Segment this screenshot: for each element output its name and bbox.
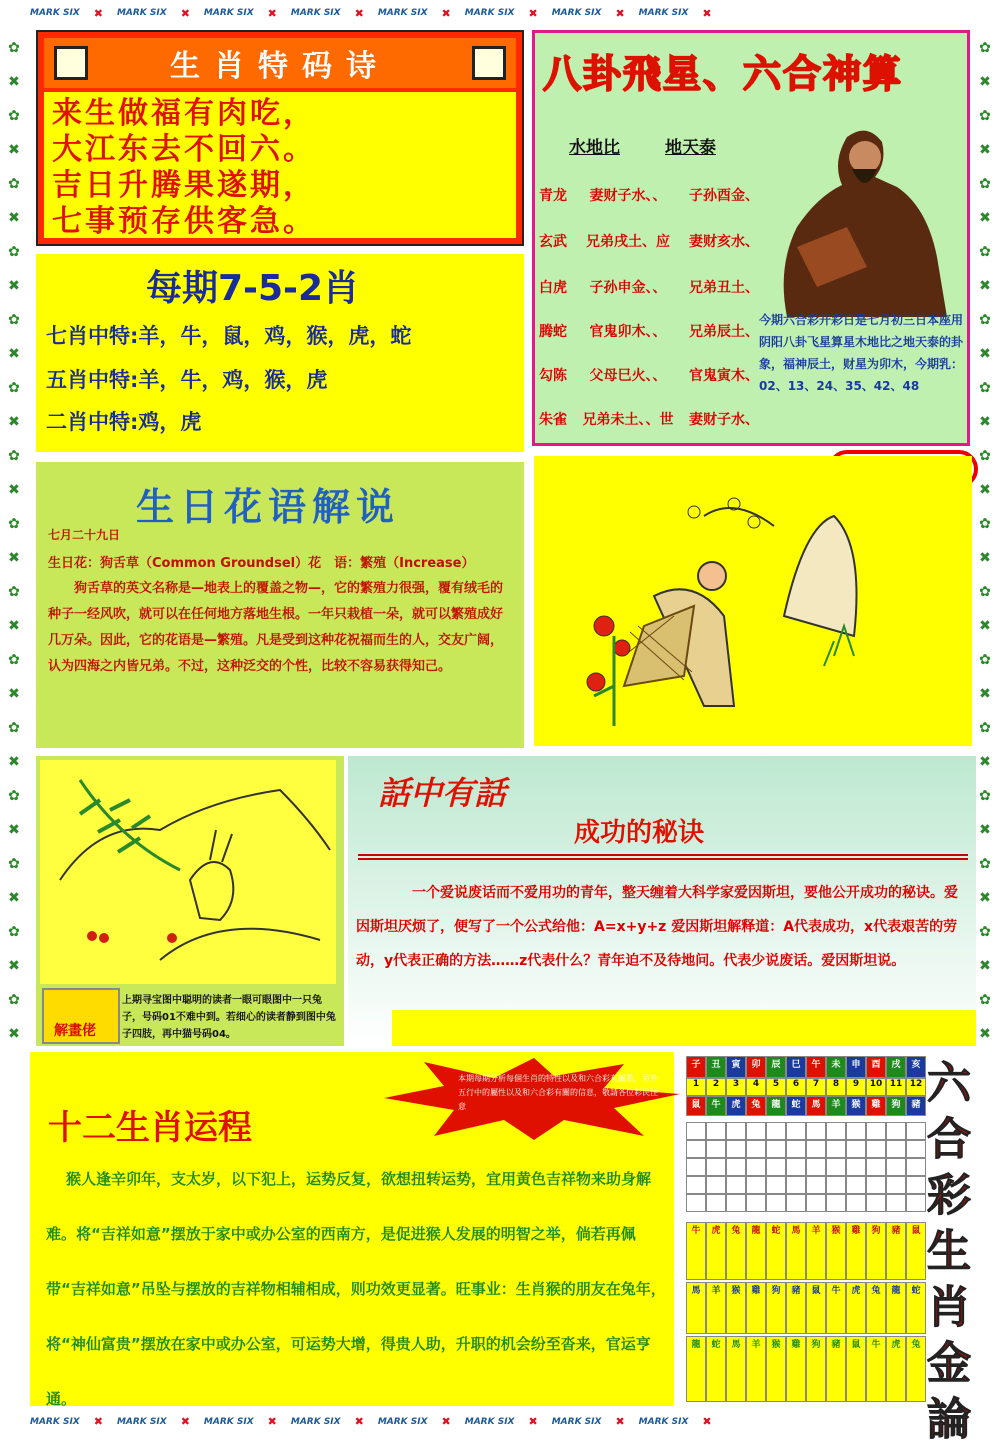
grid-cell: 鼠 <box>846 1336 866 1402</box>
grid-cell <box>826 1176 846 1194</box>
grid-cell: 馬 <box>686 1282 706 1334</box>
grid-cell <box>906 1122 926 1140</box>
grid-cell: 豬 <box>826 1336 846 1402</box>
grid-cell <box>706 1176 726 1194</box>
grid-cell: 亥 <box>906 1056 926 1078</box>
puzzle-caption: 上期寻宝图中聪明的读者一眼可眼图中一只兔子，号码01不难中到。若细心的读者静到图中兔子四肢，再中猫号码04。 <box>122 995 336 1040</box>
grid-cell <box>726 1194 746 1212</box>
grid-cell <box>746 1122 766 1140</box>
flower-text: 狗舌草的英文名称是—地表上的覆盖之物—，它的繁殖力很强，覆有绒毛的种子一经风吹，就可以在任何地方落地生根。一年只栽植一朵，就可以繁殖成好几万朵。因此，它的花语是—繁殖。凡是受到这种花祝福而生的人，交友广阔，认为四海之内皆兄弟。不过，这种泛交的个性，比较不容易获得知己。 <box>48 581 504 674</box>
poem-line: 吉日升腾果遂期， <box>52 168 316 203</box>
solver-label: 解畫佬 <box>54 1023 96 1039</box>
grid-cell: 蛇 <box>786 1096 806 1116</box>
zodiac-poem-panel <box>36 30 524 246</box>
grid-cell <box>686 1140 706 1158</box>
grid-cell: 狗 <box>886 1096 906 1116</box>
frame-icon <box>472 46 506 80</box>
grid-cell <box>846 1176 866 1194</box>
grid-cell: 龍 <box>686 1336 706 1402</box>
grid-cell: 寅 <box>726 1056 746 1078</box>
grid-cell <box>846 1140 866 1158</box>
grid-cell: 午 <box>806 1056 826 1078</box>
grid-cell: 5 <box>766 1078 786 1096</box>
grid-cell <box>786 1122 806 1140</box>
grid-cell: 3 <box>726 1078 746 1096</box>
zodiac-picks-panel <box>36 254 524 452</box>
grid-cell: 猴 <box>726 1282 746 1334</box>
poem-header <box>44 38 516 88</box>
yao-row: 腾蛇 官鬼卯木、、 兄弟辰土、 <box>539 324 759 340</box>
grid-cell: 猴 <box>846 1096 866 1116</box>
sage-portrait-image <box>757 117 957 317</box>
yao-row: 勾陈 父母巳火、、 官鬼寅木、 <box>539 368 759 384</box>
flower-date: 七月二十九日 <box>48 528 121 542</box>
grid-cell: 9 <box>846 1078 866 1096</box>
zodiac-table-panel <box>682 1052 972 1445</box>
grid-cell <box>746 1158 766 1176</box>
solver-badge <box>42 988 120 1044</box>
grid-cell <box>706 1140 726 1158</box>
grid-cell <box>746 1176 766 1194</box>
grid-cell <box>766 1158 786 1176</box>
grid-cell <box>806 1140 826 1158</box>
grid-cell: 鼠 <box>806 1282 826 1334</box>
grid-cell <box>786 1158 806 1176</box>
grid-cell: 兔 <box>906 1336 926 1402</box>
grid-cell <box>826 1158 846 1176</box>
grid-cell: 11 <box>886 1078 906 1096</box>
grid-cell: 巳 <box>786 1056 806 1078</box>
grid-cell: 2 <box>706 1078 726 1096</box>
grid-cell: 雞 <box>866 1096 886 1116</box>
yao-row: 玄武 兄弟戌土、应 妻财亥水、 <box>539 234 759 250</box>
grid-cell: 兔 <box>746 1096 766 1116</box>
grid-cell: 卯 <box>746 1056 766 1078</box>
grid-cell: 蛇 <box>766 1222 786 1280</box>
top-brand-border <box>0 0 998 26</box>
grid-cell: 羊 <box>806 1222 826 1280</box>
grid-cell: 羊 <box>826 1096 846 1116</box>
grid-cell <box>786 1194 806 1212</box>
grid-cell: 蛇 <box>706 1336 726 1402</box>
grid-cell: 子 <box>686 1056 706 1078</box>
grid-cell: 酉 <box>866 1056 886 1078</box>
divider <box>358 854 968 862</box>
grid-cell: 12 <box>906 1078 926 1096</box>
flower-title: 生日花语解说 <box>136 484 401 529</box>
yao-row: 青龙 妻财子水、、 子孙酉金、 <box>539 188 759 204</box>
bagua-title: 八卦飛星、六合神算 <box>543 52 904 96</box>
grid-cell: 申 <box>846 1056 866 1078</box>
grid-cell: 羊 <box>706 1282 726 1334</box>
grid-cell <box>686 1176 706 1194</box>
grid-cell: 兔 <box>726 1222 746 1280</box>
grid-cell: 狗 <box>766 1282 786 1334</box>
bagua-note: 今期六合彩开彩日是七月初三日本座用阴阳八卦飞星算星木地比之地天泰的卦象，福神辰土，财星为卯木，今期乳：02、13、24、35、42、48 <box>759 313 964 393</box>
grid-cell: 辰 <box>766 1056 786 1078</box>
grid-cell: 虎 <box>846 1282 866 1334</box>
starburst-text: 本期每期分析每個生肖的特性以及和六合彩有關系，另外五行中的屬性以及和六合彩有關的信息，敬請各位彩民注意 <box>458 1074 658 1111</box>
grid-cell <box>866 1140 886 1158</box>
brand-strip-top: MARK SIX ✖ MARK SIX ✖ MARK SIX ✖ MARK SIX ✖ MARK SIX ✖ MARK SIX ✖ MARK SIX ✖ MARK SIX ✖ <box>30 6 712 20</box>
vertical-title: 六 合 彩 生 肖 金 論 <box>927 1058 971 1445</box>
grid-cell: 羊 <box>746 1336 766 1402</box>
grid-cell <box>886 1140 906 1158</box>
grid-cell <box>726 1176 746 1194</box>
grid-cell <box>846 1122 866 1140</box>
grid-cell <box>886 1194 906 1212</box>
bagua-panel <box>532 30 970 446</box>
grid-cell <box>806 1194 826 1212</box>
secret-heading: 話中有話 <box>378 774 507 812</box>
grid-cell: 狗 <box>866 1222 886 1280</box>
grid-cell: 牛 <box>866 1336 886 1402</box>
grid-cell: 牛 <box>706 1096 726 1116</box>
grid-cell: 猴 <box>766 1336 786 1402</box>
grid-cell <box>866 1194 886 1212</box>
grid-cell: 豬 <box>786 1282 806 1334</box>
grid-cell <box>846 1158 866 1176</box>
grid-cell: 龍 <box>886 1282 906 1334</box>
grid-cell <box>866 1176 886 1194</box>
grid-cell: 雞 <box>786 1336 806 1402</box>
five-picks: 五肖中特:羊，牛，鸡，猴，虎 <box>46 368 328 392</box>
fortune-title: 十二生肖运程 <box>48 1108 252 1148</box>
grid-cell: 鼠 <box>686 1096 706 1116</box>
grid-cell: 丑 <box>706 1056 726 1078</box>
rabbit-puzzle-picture <box>40 760 336 984</box>
rabbit-puzzle-panel <box>36 756 344 1046</box>
grid-cell: 馬 <box>786 1222 806 1280</box>
grid-cell <box>906 1158 926 1176</box>
fortune-text: 猴人逢辛卯年，支太岁，以下犯上，运势反复，欲想扭转运势，宜用黄色吉祥物来助身解难。将“吉祥如意”摆放于家中或办公室的西南方，是促进猴人发展的明智之举，倘若再佩带“吉祥如意”吊坠与摆放的吉祥物相辅相成，则功效更显著。旺事业：生肖猴的朋友在兔年，将“神仙富贵”摆放在家中或办公室，可运势大增，得贵人助，升职的机会纷至沓来，官运亨通。 <box>46 1170 666 1408</box>
grid-cell: 牛 <box>686 1222 706 1280</box>
poem-body <box>44 92 516 238</box>
grid-cell: 兔 <box>866 1282 886 1334</box>
grid-cell <box>726 1140 746 1158</box>
zodiac-fortune-panel <box>30 1052 674 1406</box>
grid-cell: 豬 <box>906 1096 926 1116</box>
grid-cell <box>786 1140 806 1158</box>
grid-cell: 狗 <box>806 1336 826 1402</box>
grid-cell: 蛇 <box>906 1282 926 1334</box>
yellow-band <box>392 1010 976 1046</box>
right-border: ✿ ✖ ✿ ✖ ✿ ✖ ✿ ✖ ✿ ✖ ✿ ✖ ✿ ✖ ✿ ✖ ✿ ✖ ✿ ✖ ✿ ✖ ✿ ✖ ✿ ✖ ✿ ✖ ✿ ✖ <box>972 0 998 1433</box>
two-picks: 二肖中特:鸡，虎 <box>46 410 202 434</box>
secret-subtitle: 成功的秘诀 <box>574 818 705 848</box>
puzzle-picture-image <box>534 456 972 746</box>
grid-cell <box>766 1122 786 1140</box>
poem-line: 大江东去不回六。 <box>52 132 316 167</box>
birthday-flower-panel <box>36 462 524 748</box>
seven-picks: 七肖中特:羊，牛，鼠，鸡，猴，虎，蛇 <box>46 324 412 348</box>
grid-cell: 雞 <box>746 1282 766 1334</box>
grid-cell <box>806 1176 826 1194</box>
grid-cell <box>806 1158 826 1176</box>
grid-cell: 虎 <box>706 1222 726 1280</box>
grid-cell: 馬 <box>806 1096 826 1116</box>
grid-cell <box>706 1158 726 1176</box>
grid-cell: 虎 <box>886 1336 906 1402</box>
net-catcher-illustration <box>534 456 972 746</box>
left-border: ✿ ✖ ✿ ✖ ✿ ✖ ✿ ✖ ✿ ✖ ✿ ✖ ✿ ✖ ✿ ✖ ✿ ✖ ✿ ✖ ✿ ✖ ✿ ✖ ✿ ✖ ✿ ✖ ✿ ✖ <box>0 0 28 1433</box>
grid-cell: 豬 <box>886 1222 906 1280</box>
secret-text: 一个爱说废话而不爱用功的青年，整天缠着大科学家爱因斯坦，要他公开成功的秘诀。爱因斯坦厌烦了，便写了一个公式给他：A=x+y+z 爱因斯坦解释道：A代表成功，x代表艰苦的劳动，y代表正确的方法……z代表什么？青年迫不及待地问。代表少说废话。爱因斯坦说。 <box>356 885 958 969</box>
poem-line: 七事预存供客急。 <box>52 204 316 239</box>
grid-cell <box>806 1122 826 1140</box>
grid-cell: 10 <box>866 1078 886 1096</box>
grid-cell <box>766 1140 786 1158</box>
grid-cell: 4 <box>746 1078 766 1096</box>
grid-cell <box>726 1122 746 1140</box>
grid-cell: 未 <box>826 1056 846 1078</box>
grid-cell <box>686 1194 706 1212</box>
grid-cell <box>746 1194 766 1212</box>
flower-subtitle: 生日花：狗舌草（Common Groundsel）花 语：繁殖（Increase） <box>48 556 475 571</box>
grid-cell <box>786 1176 806 1194</box>
grid-cell: 7 <box>806 1078 826 1096</box>
grid-cell <box>866 1122 886 1140</box>
grid-cell: 虎 <box>726 1096 746 1116</box>
grid-cell: 戌 <box>886 1056 906 1078</box>
grid-cell: 6 <box>786 1078 806 1096</box>
gua-right: 地天泰 <box>665 138 716 158</box>
grid-cell: 1 <box>686 1078 706 1096</box>
yao-row: 朱雀 兄弟未土、、世 妻财子水、 <box>539 412 759 428</box>
grid-cell <box>726 1158 746 1176</box>
grid-cell: 鼠 <box>906 1222 926 1280</box>
grid-cell <box>906 1176 926 1194</box>
poem-title: 生肖特码诗 <box>170 49 390 84</box>
grid-cell <box>826 1122 846 1140</box>
grid-cell <box>746 1140 766 1158</box>
yao-row: 白虎 子孙申金、、 兄弟丑土、 <box>539 280 759 296</box>
grid-cell <box>766 1194 786 1212</box>
grid-cell <box>766 1176 786 1194</box>
success-secret-panel <box>348 756 976 1046</box>
grid-cell <box>866 1158 886 1176</box>
grid-cell: 猴 <box>826 1222 846 1280</box>
brand-strip-bottom: MARK SIX ✖ MARK SIX ✖ MARK SIX ✖ MARK SIX ✖ MARK SIX ✖ MARK SIX ✖ MARK SIX ✖ MARK SIX ✖ <box>30 1415 712 1428</box>
grid-cell: 8 <box>826 1078 846 1096</box>
frame-icon <box>54 46 88 80</box>
grid-cell: 龍 <box>766 1096 786 1116</box>
grid-cell <box>826 1140 846 1158</box>
grid-cell <box>906 1140 926 1158</box>
grid-cell <box>686 1122 706 1140</box>
grid-cell <box>886 1122 906 1140</box>
grid-cell <box>686 1158 706 1176</box>
grid-cell: 雞 <box>846 1222 866 1280</box>
picks-headline: 每期7-5-2肖 <box>146 268 360 309</box>
grid-cell <box>826 1194 846 1212</box>
zodiac-grid <box>682 1052 926 1406</box>
grid-cell <box>706 1194 726 1212</box>
grid-cell <box>706 1122 726 1140</box>
gua-left: 水地比 <box>569 138 620 158</box>
grid-cell: 牛 <box>826 1282 846 1334</box>
grid-cell: 龍 <box>746 1222 766 1280</box>
grid-cell <box>886 1176 906 1194</box>
grid-cell: 馬 <box>726 1336 746 1402</box>
grid-cell <box>846 1194 866 1212</box>
grid-cell <box>886 1158 906 1176</box>
poem-line: 来生做福有肉吃， <box>52 96 316 131</box>
grid-cell <box>906 1194 926 1212</box>
